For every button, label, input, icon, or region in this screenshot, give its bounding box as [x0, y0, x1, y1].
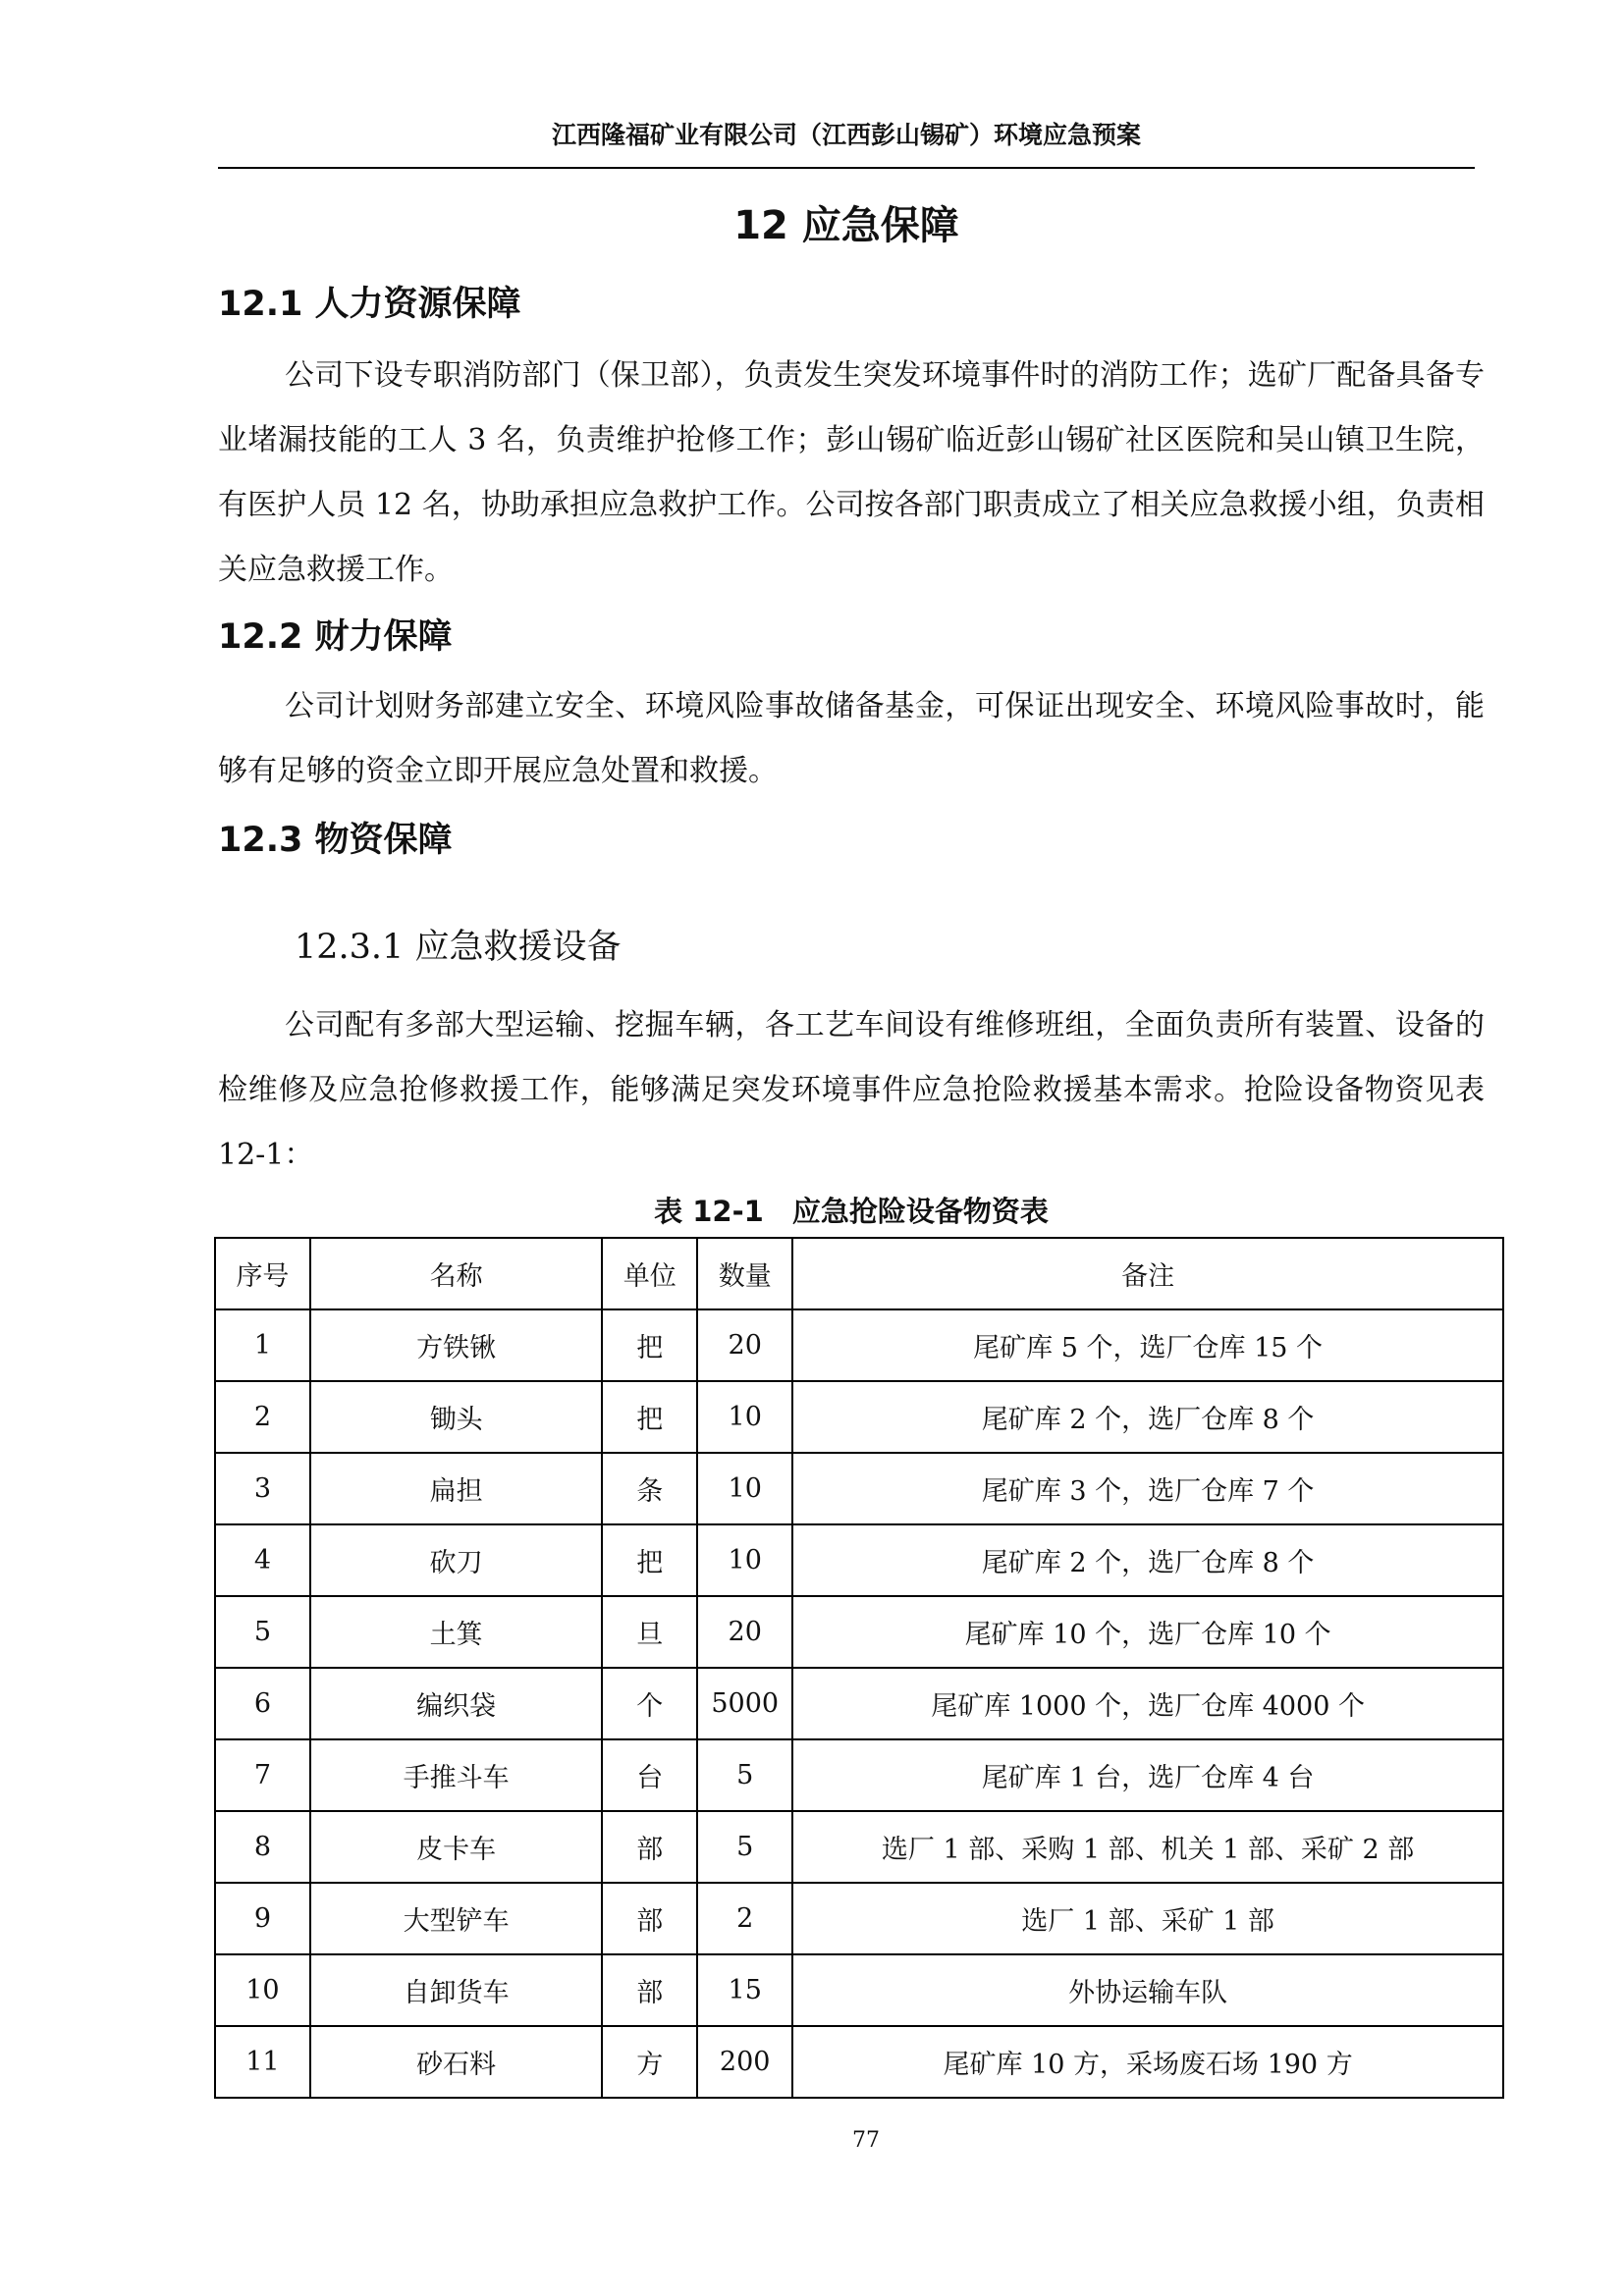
cell-note: 尾矿库 2 个，选厂仓库 8 个 — [792, 1381, 1503, 1453]
table-header-row — [215, 1238, 1503, 1309]
cell-no: 9 — [215, 1883, 310, 1954]
table-row — [215, 1596, 1503, 1668]
cell-qty: 10 — [697, 1453, 792, 1524]
cell-no: 3 — [215, 1453, 310, 1524]
equipment-table — [214, 1237, 1504, 2099]
header-note: 备注 — [792, 1238, 1503, 1309]
section-heading-12-1: 12.1 人力资源保障 — [218, 285, 521, 324]
cell-qty: 10 — [697, 1381, 792, 1453]
table-row — [215, 1381, 1503, 1453]
cell-unit: 台 — [602, 1739, 697, 1811]
cell-note: 尾矿库 10 方，采场废石场 190 方 — [792, 2026, 1503, 2098]
cell-qty: 200 — [697, 2026, 792, 2098]
cell-no: 1 — [215, 1309, 310, 1381]
table-row — [215, 1954, 1503, 2026]
table-caption: 表 12-1 应急抢险设备物资表 — [654, 1195, 1049, 1228]
cell-name: 大型铲车 — [310, 1883, 603, 1954]
table-row — [215, 1309, 1503, 1381]
cell-name: 编织袋 — [310, 1668, 603, 1739]
cell-note: 尾矿库 2 个，选厂仓库 8 个 — [792, 1524, 1503, 1596]
cell-qty: 5000 — [697, 1668, 792, 1739]
header-qty: 数量 — [697, 1238, 792, 1309]
cell-no: 6 — [215, 1668, 310, 1739]
header-rule — [218, 167, 1475, 169]
cell-no: 8 — [215, 1811, 310, 1883]
header-name: 名称 — [310, 1238, 603, 1309]
cell-unit: 条 — [602, 1453, 697, 1524]
cell-name: 土箕 — [310, 1596, 603, 1668]
table-row — [215, 1811, 1503, 1883]
table-row — [215, 1524, 1503, 1596]
cell-note: 尾矿库 5 个，选厂仓库 15 个 — [792, 1309, 1503, 1381]
table-row — [215, 1883, 1503, 1954]
chapter-title: 12 应急保障 — [733, 203, 959, 248]
cell-note: 尾矿库 1000 个，选厂仓库 4000 个 — [792, 1668, 1503, 1739]
section-heading-12-3: 12.3 物资保障 — [218, 821, 453, 860]
cell-no: 10 — [215, 1954, 310, 2026]
cell-unit: 把 — [602, 1524, 697, 1596]
cell-name: 自卸货车 — [310, 1954, 603, 2026]
page-number: 77 — [852, 2128, 880, 2153]
cell-qty: 10 — [697, 1524, 792, 1596]
subsection-heading-12-3-1: 12.3.1 应急救援设备 — [295, 928, 622, 967]
cell-unit: 方 — [602, 2026, 697, 2098]
cell-unit: 旦 — [602, 1596, 697, 1668]
table-row — [215, 1739, 1503, 1811]
cell-name: 方铁锹 — [310, 1309, 603, 1381]
cell-name: 砍刀 — [310, 1524, 603, 1596]
paragraph-equipment: 公司配有多部大型运输、挖掘车辆，各工艺车间设有维修班组，全面负责所有装置、设备的检维修及应急抢修救援工作，能够满足突发环境事件应急抢险救援基本需求。抢险设备物资见表 12-1： — [218, 1008, 1485, 1172]
table-row — [215, 2026, 1503, 2098]
section-heading-12-2: 12.2 财力保障 — [218, 617, 453, 657]
paragraph-financial: 公司计划财务部建立安全、环境风险事故储备基金，可保证出现安全、环境风险事故时，能够有足够的资金立即开展应急处置和救援。 — [218, 689, 1485, 788]
cell-unit: 把 — [602, 1381, 697, 1453]
cell-no: 4 — [215, 1524, 310, 1596]
table-row — [215, 1453, 1503, 1524]
cell-qty: 20 — [697, 1596, 792, 1668]
cell-name: 皮卡车 — [310, 1811, 603, 1883]
cell-qty: 20 — [697, 1309, 792, 1381]
cell-unit: 个 — [602, 1668, 697, 1739]
cell-name: 砂石料 — [310, 2026, 603, 2098]
cell-name: 锄头 — [310, 1381, 603, 1453]
cell-note: 选厂 1 部、采矿 1 部 — [792, 1883, 1503, 1954]
cell-name: 扁担 — [310, 1453, 603, 1524]
header-no: 序号 — [215, 1238, 310, 1309]
cell-no: 7 — [215, 1739, 310, 1811]
cell-unit: 部 — [602, 1883, 697, 1954]
page-header: 江西隆福矿业有限公司（江西彭山锡矿）环境应急预案 — [551, 121, 1141, 149]
header-unit: 单位 — [602, 1238, 697, 1309]
cell-note: 尾矿库 1 台，选厂仓库 4 台 — [792, 1739, 1503, 1811]
paragraph-human-resources: 公司下设专职消防部门（保卫部），负责发生突发环境事件时的消防工作；选矿厂配备具备专业堵漏技能的工人 3 名，负责维护抢修工作；彭山锡矿临近彭山锡矿社区医院和吴山镇卫生院，有医护人员 12 名，协助承担应急救护工作。公司按各部门职责成立了相关应急救援小组，负责相关应急救援工作。 — [218, 358, 1485, 587]
cell-no: 11 — [215, 2026, 310, 2098]
cell-note: 尾矿库 10 个，选厂仓库 10 个 — [792, 1596, 1503, 1668]
cell-unit: 部 — [602, 1811, 697, 1883]
cell-no: 5 — [215, 1596, 310, 1668]
cell-name: 手推斗车 — [310, 1739, 603, 1811]
cell-note: 选厂 1 部、采购 1 部、机关 1 部、采矿 2 部 — [792, 1811, 1503, 1883]
cell-note: 尾矿库 3 个，选厂仓库 7 个 — [792, 1453, 1503, 1524]
cell-qty: 5 — [697, 1739, 792, 1811]
cell-qty: 2 — [697, 1883, 792, 1954]
table-row — [215, 1668, 1503, 1739]
cell-no: 2 — [215, 1381, 310, 1453]
cell-unit: 部 — [602, 1954, 697, 2026]
cell-qty: 5 — [697, 1811, 792, 1883]
cell-unit: 把 — [602, 1309, 697, 1381]
cell-qty: 15 — [697, 1954, 792, 2026]
cell-note: 外协运输车队 — [792, 1954, 1503, 2026]
